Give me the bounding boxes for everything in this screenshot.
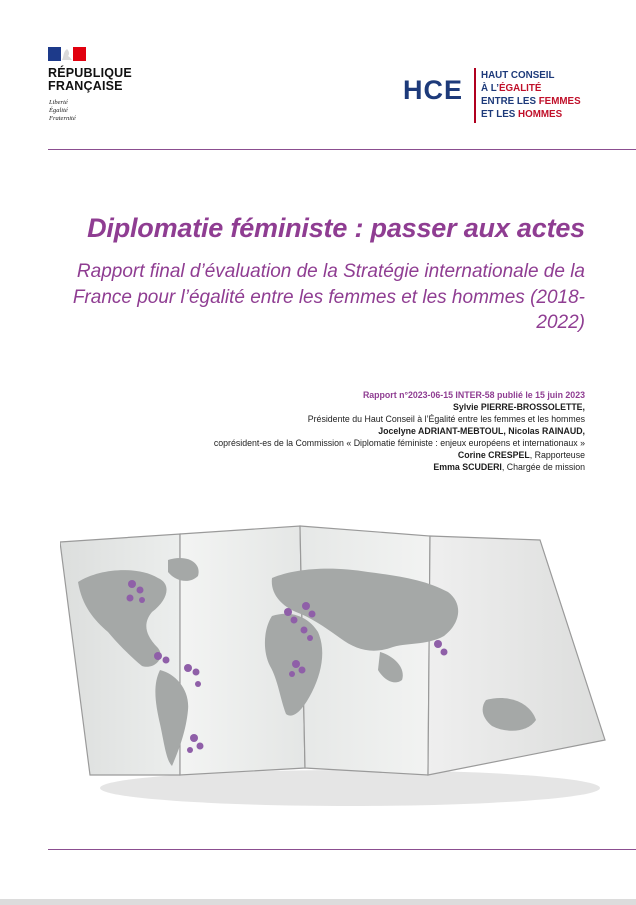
credit-line-3: Jocelyne ADRIANT-MEBTOUL, Nicolas RAINAUD, bbox=[378, 426, 585, 436]
hce-line-4: ET LES HOMMES bbox=[481, 109, 563, 120]
report-credits bbox=[25, 389, 585, 473]
document-subtitle: Rapport final d’évaluation de la Stratégie internationale de la France pour l’égalité entre les femmes et les hommes (2018-2022) bbox=[72, 261, 585, 333]
marianne-logo-icon bbox=[48, 47, 86, 61]
credit-line-4: coprésident-es de la Commission « Diplomatie féministe : enjeux européens et internationaux » bbox=[213, 438, 585, 448]
republique-motto: Liberté Égalité Fraternité bbox=[49, 99, 76, 122]
credit-line-2: Présidente du Haut Conseil à l’Égalité entre les femmes et les hommes bbox=[307, 414, 585, 424]
hce-line-2: À L’ÉGALITÉ bbox=[481, 83, 542, 94]
page-bottom-band bbox=[0, 899, 636, 905]
hce-logo-separator bbox=[474, 68, 476, 123]
hce-logo-mark: HCE bbox=[403, 75, 464, 105]
republique-francaise-name: RÉPUBLIQUE FRANÇAISE bbox=[48, 66, 132, 93]
footer-divider bbox=[48, 849, 636, 850]
credit-line-1: Sylvie PIERRE-BROSSOLETTE, bbox=[453, 402, 585, 412]
header-divider bbox=[48, 149, 636, 150]
report-reference: Rapport n°2023-06-15 INTER-58 publié le 15 juin 2023 bbox=[362, 390, 585, 400]
hce-line-1: HAUT CONSEIL bbox=[481, 70, 555, 81]
hce-line-3: ENTRE LES FEMMES bbox=[481, 96, 581, 107]
document-title: Diplomatie féministe : passer aux actes bbox=[87, 213, 585, 243]
hce-logo-text bbox=[481, 69, 581, 121]
credit-line-6: Emma SCUDERI, Chargée de mission bbox=[433, 462, 585, 472]
world-map-illustration bbox=[60, 520, 620, 820]
credit-line-5: Corine CRESPEL, Rapporteuse bbox=[457, 450, 585, 460]
